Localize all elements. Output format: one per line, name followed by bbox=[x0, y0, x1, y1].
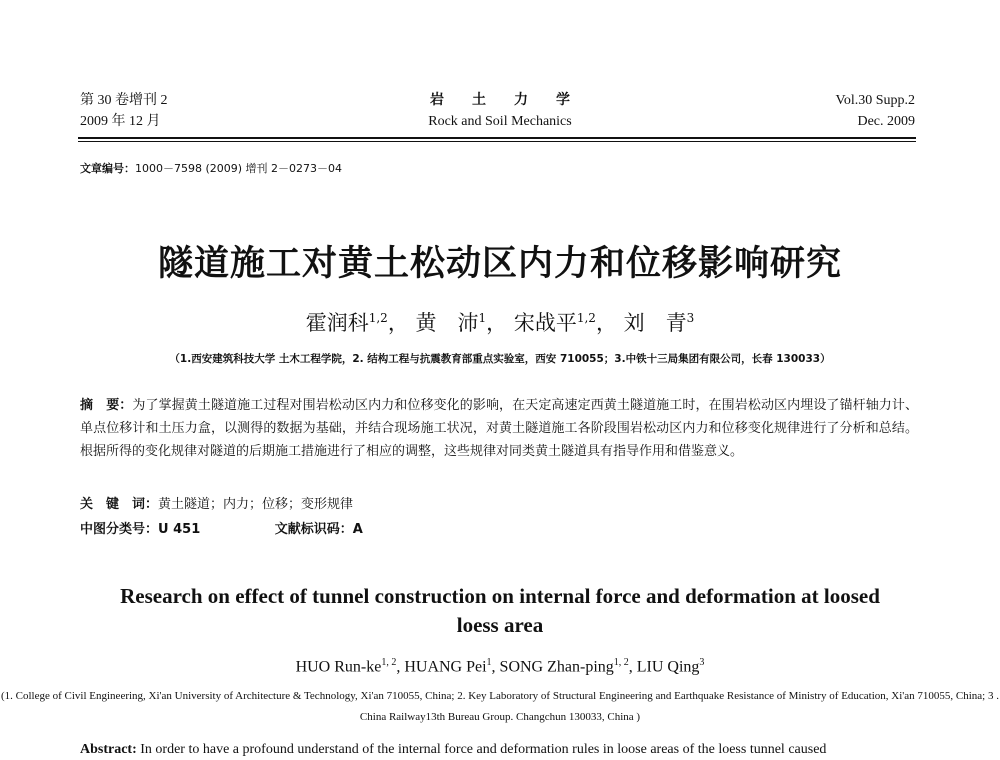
article-number-label: 文章编号： bbox=[80, 162, 135, 175]
author-affiliation-mark: 3 bbox=[686, 311, 695, 325]
doc-code-value: A bbox=[352, 522, 363, 537]
abstract-cn bbox=[80, 394, 918, 463]
author-affiliation-mark-en: 1 bbox=[486, 657, 492, 668]
journal-issue-en bbox=[836, 90, 915, 132]
date-line-en: Dec. 2009 bbox=[857, 114, 915, 129]
classification bbox=[80, 518, 363, 537]
keywords-text: 黄土隧道；内力；位移；变形规律 bbox=[158, 497, 354, 512]
author-separator-en: , bbox=[491, 658, 500, 676]
author-affiliation-mark-en: 1, 2 bbox=[381, 657, 397, 668]
author-separator: ， bbox=[595, 311, 617, 335]
authors-cn bbox=[0, 307, 1000, 337]
affiliation-cn: （1.西安建筑科技大学 土木工程学院，2. 结构工程与抗震教育部重点实验室，西安 710055；3.中铁十三局集团有限公司，长春 130033） bbox=[169, 353, 831, 365]
article-number-value: 1000－7598 (2009) 增刊 2－0273－04 bbox=[135, 162, 343, 175]
abstract-en-label: Abstract: bbox=[80, 742, 137, 757]
keywords-cn bbox=[80, 493, 353, 512]
author-separator-en: , bbox=[396, 658, 405, 676]
header-rule-thick bbox=[78, 137, 916, 139]
article-number bbox=[80, 160, 342, 176]
author-name-en: SONG Zhan-ping bbox=[499, 658, 614, 676]
clc-value: U 451 bbox=[158, 522, 201, 537]
header-rule-thin bbox=[78, 141, 916, 142]
author-affiliation-mark: 1,2 bbox=[368, 311, 388, 325]
abstract-en-text: In order to have a profound understand of the internal force and deformation rules in loose areas of the loess tunnel caused bbox=[140, 742, 827, 757]
author-name: 刘 青 bbox=[623, 311, 687, 335]
author-separator-en: , bbox=[628, 658, 637, 676]
volume-line-en: Vol.30 Supp.2 bbox=[835, 93, 915, 108]
paper-title-cn: 隧道施工对黄土松动区内力和位移影响研究 bbox=[157, 244, 842, 284]
date-line-cn: 2009 年 12 月 bbox=[80, 114, 161, 129]
author-name: 黄 沛 bbox=[415, 311, 479, 335]
author-separator: ， bbox=[387, 311, 409, 335]
author-affiliation-mark: 1 bbox=[478, 311, 487, 325]
author-name: 霍润科 bbox=[305, 311, 369, 335]
author-separator: ， bbox=[486, 311, 508, 335]
author-name: 宋战平 bbox=[513, 311, 577, 335]
author-name-en: HUO Run-ke bbox=[295, 658, 382, 676]
keywords-label: 关 键 词： bbox=[80, 497, 159, 512]
abstract-en bbox=[80, 742, 920, 758]
paper-title-en: Research on effect of tunnel construction on internal force and deformation at loosed loess area bbox=[120, 584, 880, 637]
author-affiliation-mark-en: 3 bbox=[699, 657, 705, 668]
doc-code-label: 文献标识码： bbox=[274, 522, 353, 537]
abstract-cn-text: 为了掌握黄土隧道施工过程对围岩松动区内力和位移变化的影响，在天定高速定西黄土隧道施工时，在围岩松动区内埋设了锚杆轴力计、单点位移计和土压力盒，以测得的数据为基础，并结合现场施工状况，对黄土隧道施工各阶段围岩松动区内力和位移变化规律进行了分析和总结。根据所得的变化规律对隧道的后期施工措施进行了相应的调整，这些规律对同类黄土隧道具有指导作用和借鉴意义。 bbox=[80, 398, 918, 459]
author-name-en: HUANG Pei bbox=[404, 658, 487, 676]
journal-name-en: Rock and Soil Mechanics bbox=[428, 114, 572, 129]
author-affiliation-mark-en: 1, 2 bbox=[613, 657, 629, 668]
author-name-en: LIU Qing bbox=[636, 658, 700, 676]
clc-label: 中图分类号： bbox=[80, 522, 159, 537]
abstract-cn-label: 摘 要： bbox=[80, 398, 133, 413]
affiliation-en: (1. College of Civil Engineering, Xi'an University of Architecture & Technology, Xi'an 710055, China; 2. Key Laboratory of Structural Engineering and Earthquake Resistance of Ministry of Education, Xi'an 710055, China; 3 . China Railway13th Bureau Group. Changchun 130033, China ) bbox=[0, 690, 999, 723]
authors-en bbox=[0, 657, 1000, 676]
volume-line: 第 30 卷增刊 2 bbox=[80, 93, 168, 108]
journal-name-cn: 岩土力学 bbox=[430, 93, 598, 108]
author-affiliation-mark: 1,2 bbox=[576, 311, 596, 325]
